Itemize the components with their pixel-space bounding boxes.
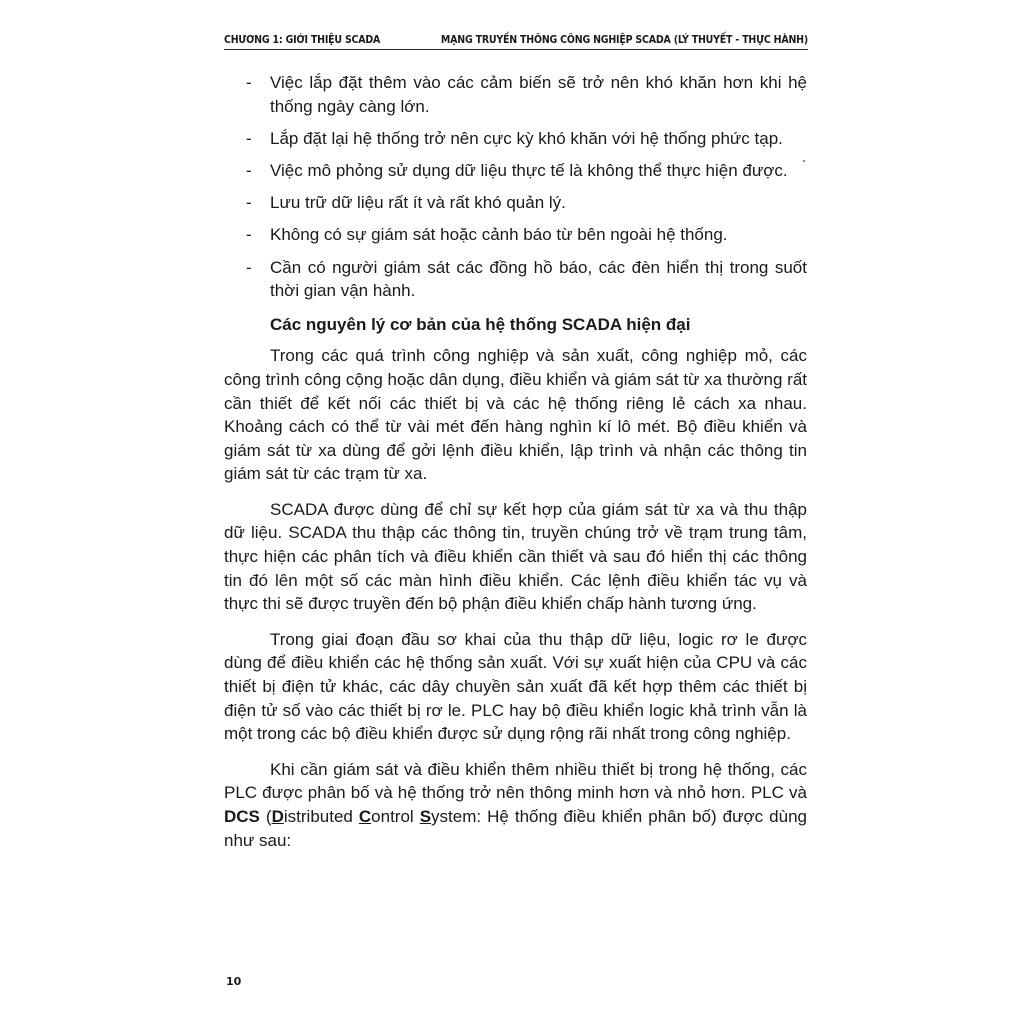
dcs-tail-text: ystem: Hệ thống điều khiển phân bố) được dùng như sau: (224, 807, 808, 850)
paragraph-dcs (224, 758, 807, 852)
bullet-item (224, 223, 807, 247)
bullet-dash: - (246, 160, 252, 180)
bullet-dash: - (246, 128, 252, 148)
dcs-lead-text: Khi cần giám sát và điều khiển thêm nhiều thiết bị trong hệ thống, các PLC được phân bố và hệ thống trở nên thông minh hơn và nhỏ hơn. PLC và (224, 759, 807, 803)
bullet-text: Lưu trữ dữ liệu rất ít và rất khó quản lý. (270, 193, 566, 213)
word-control-rest: ontrol (371, 807, 420, 826)
acronym-letter-d: D (271, 807, 284, 826)
running-header (224, 32, 808, 50)
dcs-abbreviation: DCS (224, 807, 260, 826)
page-number: 10 (226, 975, 242, 988)
paragraph: Trong các quá trình công nghiệp và sản xuất, công nghiệp mỏ, các công trình công cộng hoặc dân dụng, điều khiển và giám sát từ xa thường rất cần thiết để kết nối các thiết bị và các hệ thống riêng lẻ cách xa nhau. Khoảng cách có thể từ vài mét đến hàng nghìn kí lô mét. Bộ điều khiển và giám sát từ xa dùng để gởi lệnh điều khiển, lập trình và nhận các thông tin giám sát từ các trạm từ xa. (224, 346, 807, 484)
bullet-item (224, 256, 807, 303)
bullet-text: Việc mô phỏng sử dụng dữ liệu thực tế là không thể thực hiện được. (270, 160, 788, 180)
open-paren: ( (259, 807, 272, 826)
acronym-letter-s: S (419, 807, 432, 826)
bullet-dash: - (246, 73, 252, 92)
page-body (224, 71, 807, 864)
paragraph: Trong giai đoạn đầu sơ khai của thu thập dữ liệu, logic rơ le được dùng để điều khiển các hệ thống sản xuất. Với sự xuất hiện của CPU và các thiết bị điện tử khác, các dây chuyền sản xuất đã kết hợp thêm các thiết bị điện tử số vào các thiết bị rơ le. PLC hay bộ điều khiển logic khả trình vẫn là một trong các bộ điều khiển được sử dụng rộng rãi nhất trong công nghiệp. (224, 629, 807, 744)
book-title: MẠNG TRUYỀN THÔNG CÔNG NGHIỆP SCADA (LÝ THUYẾT - THỰC HÀNH) (440, 34, 808, 46)
bullet-text: Cần có người giám sát các đồng hồ báo, các đèn hiển thị trong suốt thời gian vận hành. (270, 257, 807, 301)
section-heading: Các nguyên lý cơ bản của hệ thống SCADA hiện đại (270, 314, 691, 334)
acronym-letter-c: C (358, 807, 372, 826)
paragraph: SCADA được dùng để chỉ sự kết hợp của giám sát từ xa và thu thập dữ liệu. SCADA thu thập các thông tin, truyền chúng trở về trạm trung tâm, thực hiện các phân tích và điều khiển cần thiết và sau đó hiển thị các thông tin đó lên một số các màn hình điều khiển. Các lệnh điều khiển tác vụ và thực thi sẽ được truyền đến bộ phận điều khiển chấp hành tương ứng. (224, 499, 807, 614)
bullet-text: Không có sự giám sát hoặc cảnh báo từ bên ngoài hệ thống. (270, 225, 728, 245)
word-distributed-rest: istributed (283, 807, 359, 826)
bullet-dash: - (246, 193, 252, 213)
chapter-title: CHƯƠNG 1: GIỚI THIỆU SCADA (224, 34, 381, 46)
bullet-text: Lắp đặt lại hệ thống trở nên cực kỳ khó khăn với hệ thống phức tạp. (270, 128, 783, 148)
bullet-item (224, 159, 807, 183)
bullet-item (224, 71, 807, 118)
bullet-dash: - (246, 257, 252, 277)
header-rule (224, 49, 808, 50)
bullet-text: Việc lắp đặt thêm vào các cảm biến sẽ trở nên khó khăn hơn khi hệ thống ngày càng lớn. (270, 73, 807, 116)
bullet-dash: - (246, 225, 252, 245)
bullet-item (224, 191, 807, 215)
bullet-item (224, 127, 807, 151)
